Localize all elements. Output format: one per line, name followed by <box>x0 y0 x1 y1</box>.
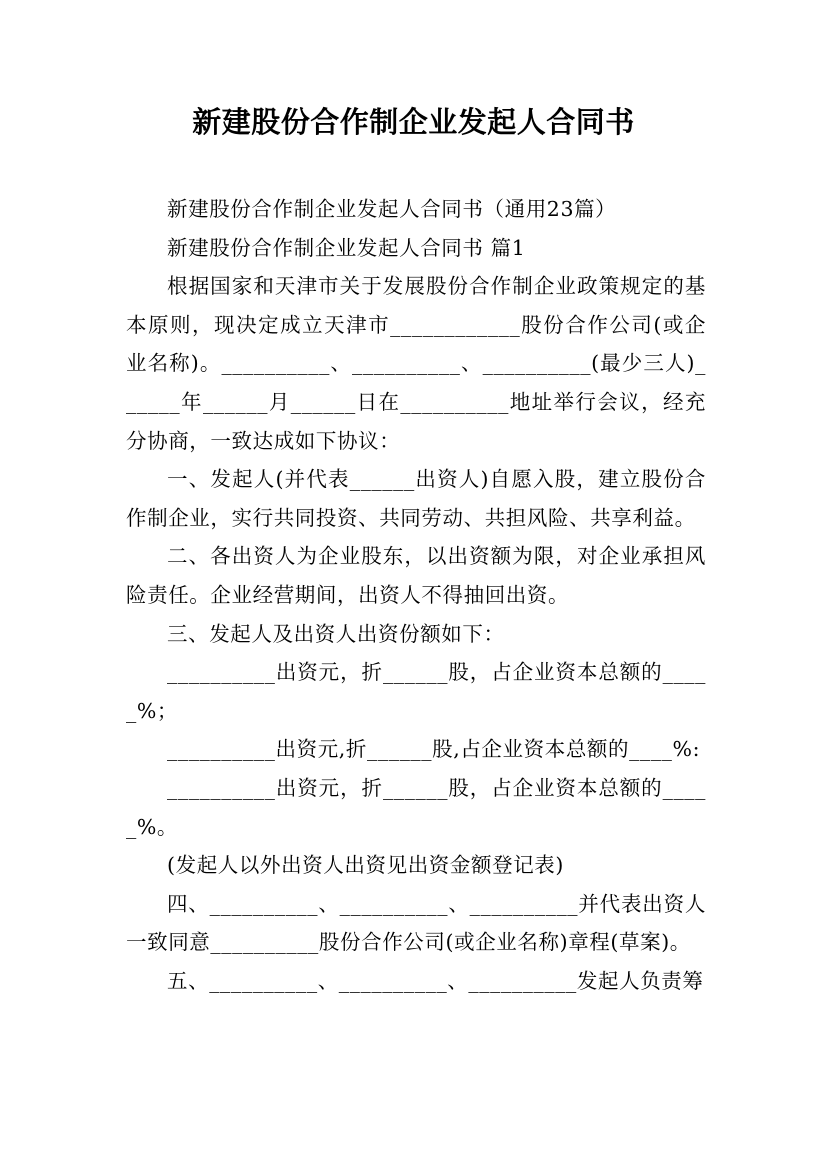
paragraph-clause-4: 四、__________、__________、__________并代表出资人一致同意__________股份合作公司(或企业名称)章程(草案)。 <box>126 891 706 955</box>
document-body <box>126 190 706 1000</box>
paragraph-clause-1: 一、发起人(并代表______出资人)自愿入股，建立股份合作制企业，实行共同投资、共同劳动、共担风险、共享利益。 <box>126 467 706 530</box>
paragraph-clause-2: 二、各出资人为企业股东，以出资额为限，对企业承担风险责任。企业经营期间，出资人不得抽回出资。 <box>126 544 706 607</box>
document-title: 新建股份合作制企业发起人合同书 <box>192 105 635 139</box>
paragraph-contribution-1: __________出资元，折______股，占企业资本总额的_____%； <box>126 660 706 723</box>
paragraph-contribution-3: __________出资元，折______股，占企业资本总额的_____%。 <box>126 775 706 839</box>
paragraph-note: (发起人以外出资人出资见出资金额登记表) <box>167 853 564 878</box>
paragraph-subtitle: 新建股份合作制企业发起人合同书（通用23篇） <box>167 197 617 221</box>
paragraph-contribution-2: __________出资元,折______股,占企业资本总额的____%: <box>167 737 701 762</box>
paragraph-section-heading: 新建股份合作制企业发起人合同书 篇1 <box>167 235 526 260</box>
paragraph-clause-3: 三、发起人及出资人出资份额如下： <box>167 621 505 646</box>
paragraph-preamble: 根据国家和天津市关于发展股份合作制企业政策规定的基本原则，现决定成立天津市____________股份合作公司(或企业名称)。__________、__________、__________(最少三人)______年______月______日在__________地址举行会议，经充分协商，一致达成如下协议： <box>126 274 706 453</box>
paragraph-clause-5: 五、__________、__________、__________发起人负责筹 <box>167 968 704 993</box>
